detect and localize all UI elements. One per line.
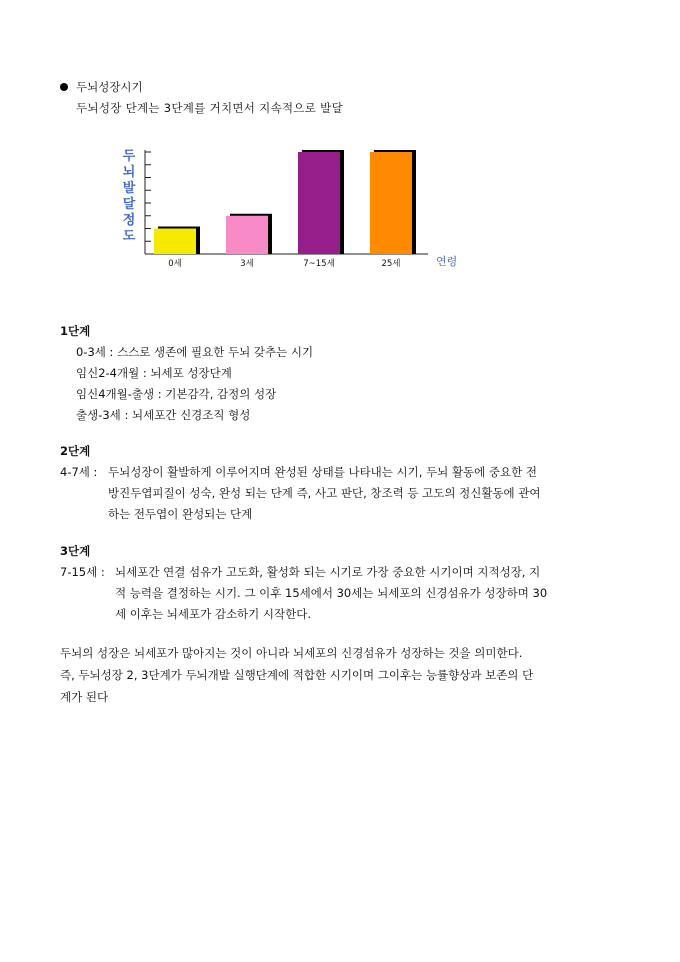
x-tick-label: 7~15세 <box>303 259 335 269</box>
stage2-label: 4-7세 : <box>60 465 98 479</box>
bar-0 <box>154 229 196 255</box>
stage1-line: 출생-3세 : 뇌세포간 신경조직 형성 <box>76 408 251 422</box>
x-tick-labels <box>168 258 400 269</box>
x-tick-label: 3세 <box>240 259 254 269</box>
x-tick-label: 0세 <box>168 259 182 269</box>
section-subtitle: 두뇌성장 단계는 3단계를 거치면서 지속적으로 발달 <box>76 101 343 115</box>
stage1-title: 1단계 <box>60 324 91 338</box>
y-axis-label-char: 도 <box>122 229 136 244</box>
y-axis-label-char: 두 <box>122 149 136 164</box>
bar-1 <box>226 216 268 254</box>
stage3-label: 7-15세 : <box>60 565 105 579</box>
stage3-line3: 세 이후는 뇌세포가 감소하기 시작한다. <box>115 607 312 621</box>
y-axis-label-char: 정 <box>122 213 136 228</box>
brain-growth-chart <box>118 142 468 272</box>
y-axis-label-char: 달 <box>122 197 136 212</box>
stage2-line1: 두뇌성장이 활발하게 이루어지며 완성된 상태를 나타내는 시기, 두뇌 활동에 중요한 전 <box>108 465 538 479</box>
y-axis-label-char: 발 <box>122 181 136 196</box>
conclusion-line2: 즉, 두뇌성장 2, 3단계가 두뇌개발 실행단계에 적합한 시기이며 그이후는 능률향상과 보존의 단 <box>60 668 534 682</box>
stage1-line: 임신2-4개월 : 뇌세포 성장단계 <box>76 366 232 380</box>
bar-2 <box>298 152 340 254</box>
x-axis-label: 연령 <box>436 255 458 268</box>
stage3-title: 3단계 <box>60 544 91 558</box>
x-tick-label: 25세 <box>381 259 401 269</box>
bar-3 <box>370 152 412 254</box>
y-axis-label-char: 뇌 <box>122 165 136 180</box>
stage3-line1: 뇌세포간 연결 섬유가 고도화, 활성화 되는 시기로 가장 중요한 시기이며 지적성장, 지 <box>115 565 541 579</box>
stage2-title: 2단계 <box>60 444 91 458</box>
stage1-line: 0-3세 : 스스로 생존에 필요한 두뇌 갖추는 시기 <box>76 345 314 359</box>
chart-bars <box>154 150 416 254</box>
y-axis-label <box>122 149 136 244</box>
stage2-line3: 하는 전두엽이 완성되는 단계 <box>108 507 253 521</box>
bullet-icon <box>60 83 68 91</box>
stage1-line: 임신4개월-출생 : 기본감각, 감정의 성장 <box>76 387 277 401</box>
section-title: 두뇌성장시기 <box>76 80 143 94</box>
stage3-line2: 적 능력을 결정하는 시기. 그 이후 15세에서 30세는 뇌세포의 신경섬유가 성장하며 30 <box>115 586 548 600</box>
conclusion-line3: 계가 된다 <box>60 690 109 704</box>
conclusion-line1: 두뇌의 성장은 뇌세포가 많아지는 것이 아니라 뇌세포의 신경섬유가 성장하는 것을 의미한다. <box>60 646 523 660</box>
stage2-line2: 방진두엽피질이 성숙, 완성 되는 단계 즉, 사고 판단, 창조력 등 고도의 정신활동에 관여 <box>108 486 541 500</box>
